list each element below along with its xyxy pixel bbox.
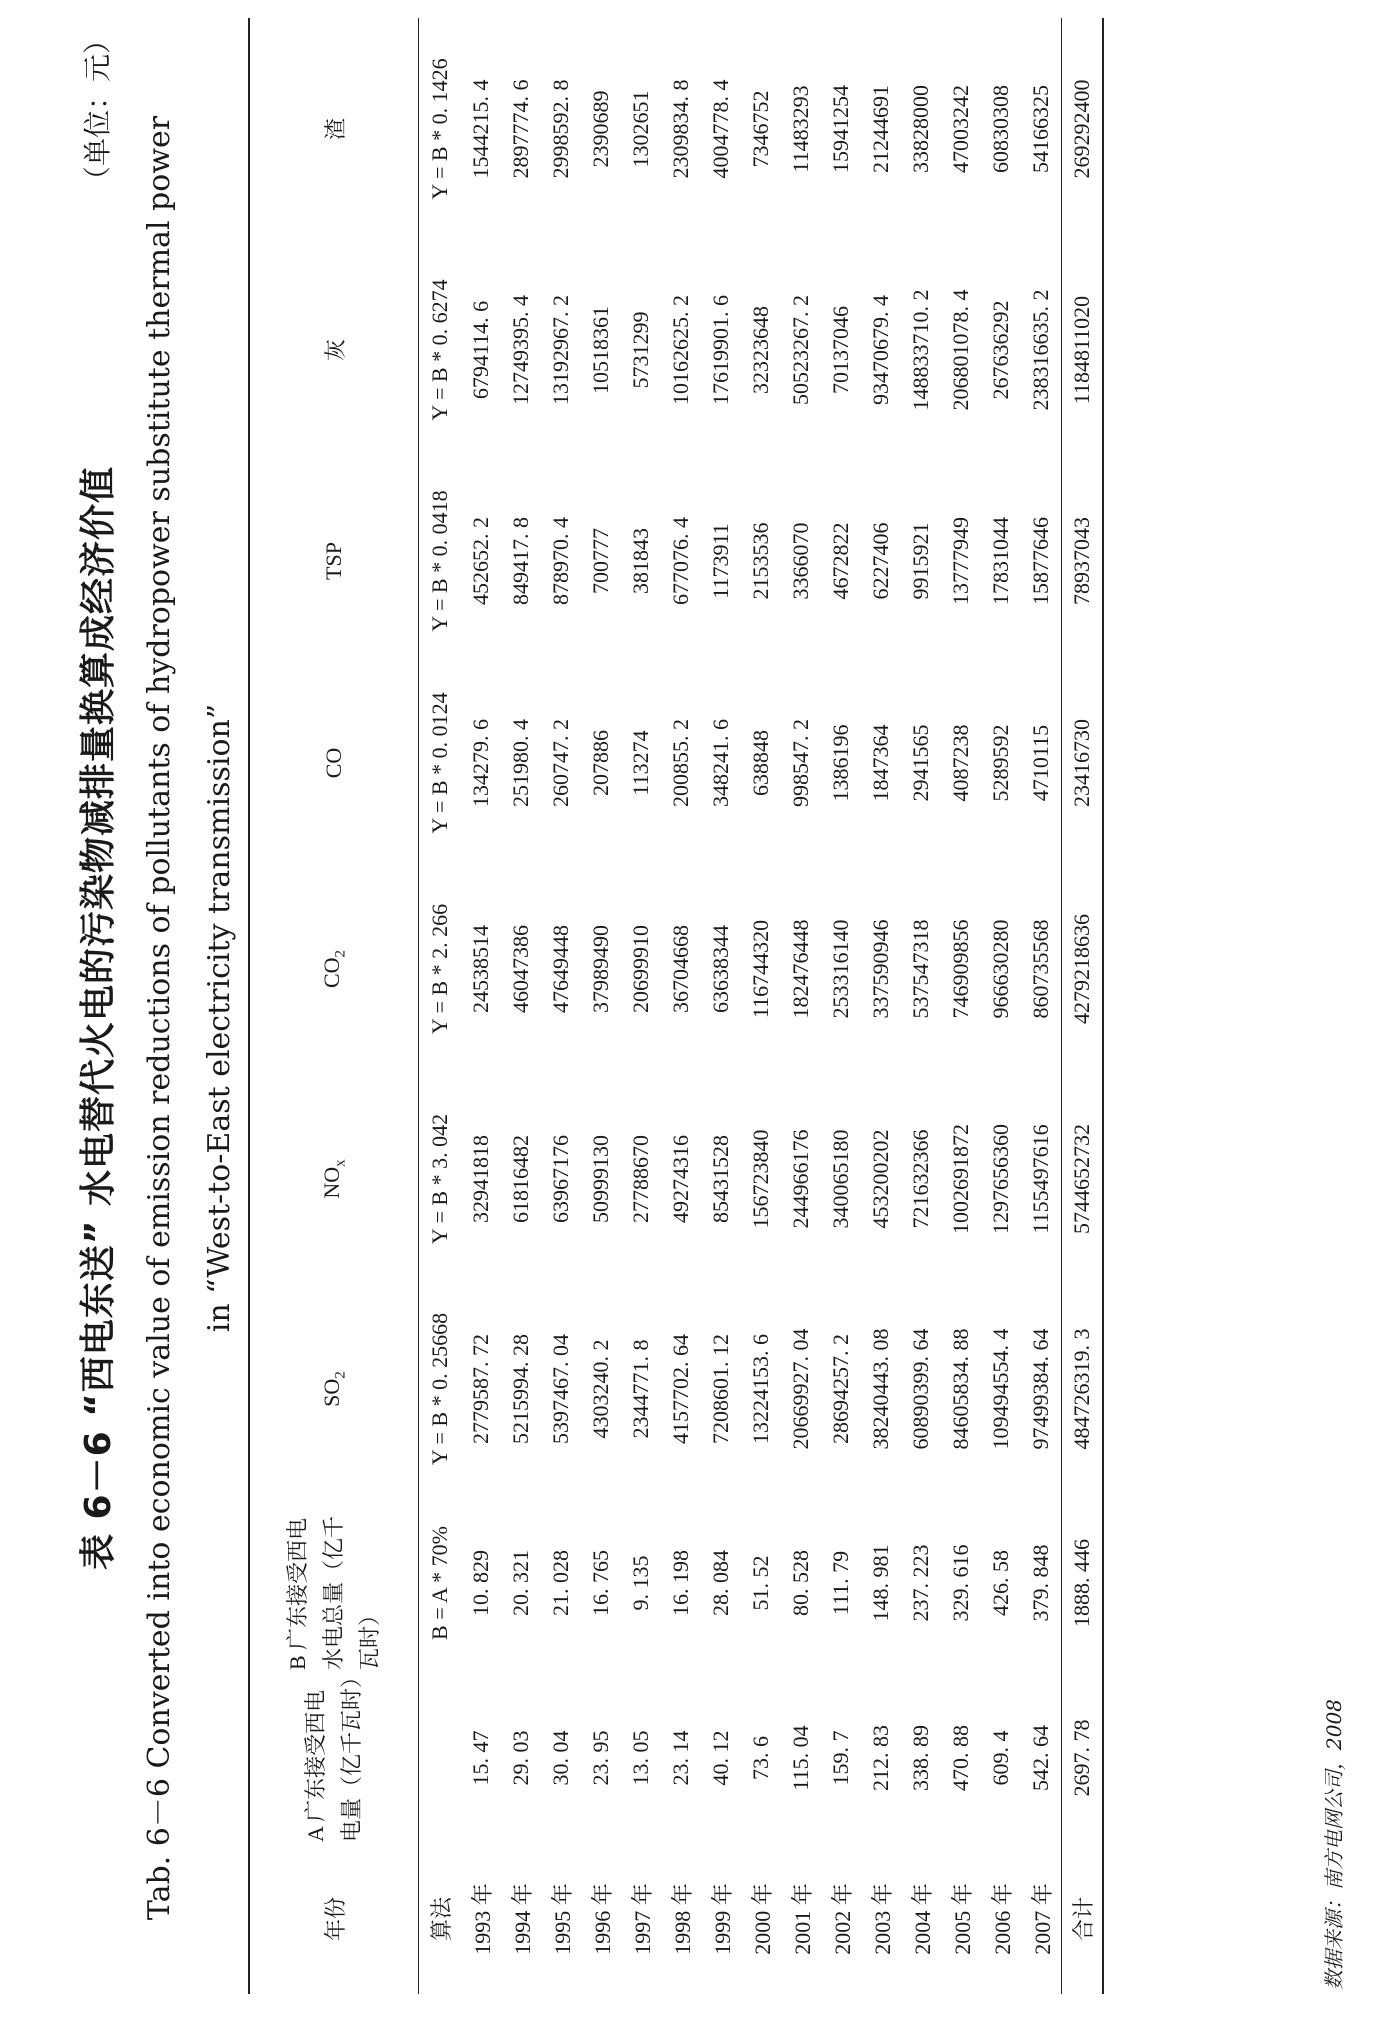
row-year-cell: 2001 年	[789, 1883, 815, 1955]
table-title-chinese: 表 6－6 “西电东送” 水电替代火电的污染物减排量换算成经济价值	[78, 465, 119, 1571]
algorithm-cell: Y = B * 0. 0418	[419, 460, 462, 662]
table-cell: 1297656360	[988, 1124, 1013, 1234]
table-cell: 50999130	[588, 1135, 613, 1223]
table-cell: 329. 616	[948, 1544, 973, 1622]
table-cell: 17831044	[988, 517, 1013, 605]
table-cell: 1386196	[828, 724, 853, 802]
table-cell: 998547. 2	[788, 719, 813, 807]
table-cell: 30. 04	[548, 1730, 573, 1786]
table-cell: 63967176	[548, 1135, 573, 1223]
algorithm-cell: Y = B * 3. 042	[419, 1074, 462, 1284]
total-cell: 484726319. 3	[1062, 1284, 1104, 1494]
table-cell: 23. 95	[588, 1730, 613, 1786]
algorithm-row	[419, 18, 462, 1994]
table-cell: 700777	[588, 528, 613, 594]
total-cell: 2697. 78	[1062, 1672, 1104, 1844]
table-cell: 677076. 4	[668, 517, 693, 605]
table-cell: 13777949	[948, 517, 973, 605]
row-year-cell: 1994 年	[509, 1883, 535, 1955]
algorithm-cell: B = A * 70%	[419, 1494, 462, 1672]
table-row	[501, 18, 541, 1994]
table-cell: 348241. 6	[708, 719, 733, 807]
table-cell: 381843	[628, 528, 653, 594]
table-cell: 721632366	[908, 1129, 933, 1229]
table-cell: 21. 028	[548, 1550, 573, 1616]
table-cell: 542. 64	[1028, 1725, 1053, 1791]
table-cell: 878970. 4	[548, 517, 573, 605]
table-cell: 134279. 6	[468, 719, 493, 807]
header-tsp: TSP	[249, 460, 419, 662]
header-ash: 灰	[249, 240, 419, 460]
table-cell: 46047386	[508, 925, 533, 1013]
total-label-cell: 合计	[1062, 1844, 1104, 1994]
table-cell: 452652. 2	[468, 517, 493, 605]
table-cell: 860735568	[1028, 919, 1053, 1019]
table-cell: 10518361	[588, 306, 613, 394]
table-cell: 426. 58	[988, 1550, 1013, 1616]
table-cell: 32941818	[468, 1135, 493, 1223]
table-cell: 115. 04	[788, 1725, 813, 1791]
table-cell: 27788670	[628, 1135, 653, 1223]
row-year-cell: 1993 年	[469, 1883, 495, 1955]
rotated-page	[2, 2, 1382, 2034]
table-cell: 537547318	[908, 919, 933, 1019]
table-row	[461, 18, 501, 1994]
table-cell: 16. 765	[588, 1550, 613, 1616]
table-cell: 453200202	[868, 1129, 893, 1229]
table-cell: 60890399. 64	[908, 1328, 933, 1450]
table-row	[821, 18, 861, 1994]
total-cell: 23416730	[1062, 662, 1104, 864]
table-row	[581, 18, 621, 1994]
algorithm-cell: Y = B * 0. 6274	[419, 240, 462, 460]
table-cell: 337590946	[868, 919, 893, 1019]
header-nox-text: NO	[318, 1166, 344, 1199]
header-so2-text: SO	[318, 1378, 344, 1407]
table-cell: 1847364	[868, 724, 893, 802]
header-co2-sub: 2	[332, 949, 349, 958]
emission-value-table	[248, 18, 1104, 1994]
table-cell: 36704668	[668, 925, 693, 1013]
table-cell: 253316140	[828, 919, 853, 1019]
table-cell: 61816482	[508, 1135, 533, 1223]
total-cell: 269292400	[1062, 18, 1104, 240]
table-cell: 7346752	[748, 90, 773, 168]
row-year-cell: 1999 年	[709, 1883, 735, 1955]
table-cell: 148. 981	[868, 1544, 893, 1622]
table-cell: 237. 223	[908, 1544, 933, 1622]
header-nox-sub: x	[332, 1159, 349, 1167]
table-cell: 2153536	[748, 522, 773, 600]
table-row	[701, 18, 741, 1994]
table-row	[1021, 18, 1062, 1994]
table-cell: 1155497616	[1028, 1124, 1053, 1234]
table-cell: 93470679. 4	[868, 295, 893, 405]
table-cell: 2897774. 6	[508, 79, 533, 179]
table-cell: 4672822	[828, 522, 853, 600]
table-cell: 40. 12	[708, 1730, 733, 1786]
algorithm-cell	[419, 1672, 462, 1844]
row-year-cell: 1995 年	[549, 1883, 575, 1955]
table-cell: 238316635. 2	[1028, 289, 1053, 411]
table-cell: 37989490	[588, 925, 613, 1013]
row-year-cell: 2003 年	[869, 1883, 895, 1955]
total-cell: 1184811020	[1062, 240, 1104, 460]
row-year-cell: 2004 年	[909, 1883, 935, 1955]
table-row	[981, 18, 1021, 1994]
table-cell: 470. 88	[948, 1725, 973, 1791]
table-cell: 20. 321	[508, 1550, 533, 1616]
table-cell: 5289592	[988, 724, 1013, 802]
table-cell: 63638344	[708, 925, 733, 1013]
table-cell: 200855. 2	[668, 719, 693, 807]
total-cell: 78937043	[1062, 460, 1104, 662]
table-cell: 32323648	[748, 306, 773, 394]
table-cell: 33828000	[908, 85, 933, 173]
table-row	[621, 18, 661, 1994]
header-so2-sub: 2	[332, 1371, 349, 1379]
data-source-note: 数据来源：南方电网公司，2008	[1322, 1699, 1346, 1990]
table-row	[661, 18, 701, 1994]
table-cell: 4004778. 4	[708, 79, 733, 179]
table-cell: 379. 848	[1028, 1544, 1053, 1622]
table-cell: 47003242	[948, 85, 973, 173]
row-year-cell: 1997 年	[629, 1883, 655, 1955]
table-cell: 159. 7	[828, 1730, 853, 1786]
table-cell: 49274316	[668, 1135, 693, 1223]
table-cell: 6227406	[868, 522, 893, 600]
header-year: 年份	[249, 1844, 419, 1994]
table-cell: 15. 47	[468, 1730, 493, 1786]
table-cell: 15877646	[1028, 517, 1053, 605]
table-cell: 12749395. 4	[508, 295, 533, 405]
table-cell: 5215994. 28	[508, 1334, 533, 1444]
table-cell: 267636292	[988, 300, 1013, 400]
header-co: CO	[249, 662, 419, 864]
table-cell: 338. 89	[908, 1725, 933, 1791]
table-cell: 2998592. 8	[548, 79, 573, 179]
header-b: B 广东接受西电水电总量（亿千瓦时）	[249, 1494, 419, 1672]
table-cell: 70137046	[828, 306, 853, 394]
total-row	[1062, 18, 1104, 1994]
table-cell: 156723840	[748, 1129, 773, 1229]
header-slag: 渣	[249, 18, 419, 240]
table-cell: 207886	[588, 730, 613, 796]
table-cell: 20669927. 04	[788, 1328, 813, 1450]
table-cell: 4157702. 64	[668, 1334, 693, 1444]
table-cell: 73. 6	[748, 1736, 773, 1780]
table-cell: 51. 52	[748, 1555, 773, 1611]
row-year-cell: 2002 年	[829, 1883, 855, 1955]
row-year-cell: 2005 年	[949, 1883, 975, 1955]
table-cell: 38240443. 08	[868, 1328, 893, 1450]
row-year-cell: 1998 年	[669, 1883, 695, 1955]
table-cell: 6794114. 6	[468, 300, 493, 400]
table-cell: 23. 14	[668, 1730, 693, 1786]
table-cell: 746909856	[948, 919, 973, 1019]
table-cell: 638848	[748, 730, 773, 796]
total-cell: 4279218636	[1062, 864, 1104, 1074]
table-cell: 1173911	[708, 523, 733, 599]
algorithm-cell: Y = B * 0. 25668	[419, 1284, 462, 1494]
table-cell: 47649448	[548, 925, 573, 1013]
table-cell: 4303240. 2	[588, 1339, 613, 1439]
row-year-cell: 2007 年	[1029, 1883, 1055, 1955]
table-cell: 111. 79	[828, 1550, 853, 1616]
table-cell: 5731299	[628, 311, 653, 389]
table-cell: 113274	[628, 730, 653, 796]
table-cell: 212. 83	[868, 1725, 893, 1791]
table-row	[861, 18, 901, 1994]
table-cell: 10. 829	[468, 1550, 493, 1616]
algorithm-cell: Y = B * 0. 1426	[419, 18, 462, 240]
algorithm-cell: 算法	[419, 1844, 462, 1994]
table-cell: 2390689	[588, 90, 613, 168]
table-row	[941, 18, 981, 1994]
header-co2-text: CO	[318, 957, 344, 989]
table-cell: 80. 528	[788, 1550, 813, 1616]
table-cell: 2779587. 72	[468, 1334, 493, 1444]
table-cell: 20699910	[628, 925, 653, 1013]
table-cell: 85431528	[708, 1135, 733, 1223]
row-year-cell: 2006 年	[989, 1883, 1015, 1955]
table-cell: 4087238	[948, 724, 973, 802]
table-cell: 24538514	[468, 925, 493, 1013]
table-body	[461, 18, 1103, 1994]
table-cell: 29. 03	[508, 1730, 533, 1786]
table-cell: 2344771. 8	[628, 1339, 653, 1439]
table-row	[781, 18, 821, 1994]
header-co2	[249, 864, 419, 1074]
table-cell: 60830308	[988, 85, 1013, 173]
table-cell: 84605834. 88	[948, 1328, 973, 1450]
table-cell: 206801078. 4	[948, 289, 973, 411]
unit-label: （单位：元）	[81, 26, 114, 195]
table-cell: 849417. 8	[508, 517, 533, 605]
table-cell: 2941565	[908, 724, 933, 802]
table-cell: 50523267. 2	[788, 295, 813, 405]
table-cell: 251980. 4	[508, 719, 533, 807]
table-cell: 116744320	[748, 919, 773, 1019]
table-title-english-line1: Tab. 6－6 Converted into economic value of emission reductions of pollutants of hydropower substitute thermal power	[142, 115, 177, 1921]
table-cell: 609. 4	[988, 1730, 1013, 1786]
table-row	[741, 18, 781, 1994]
table-cell: 3366070	[788, 522, 813, 600]
table-cell: 13. 05	[628, 1730, 653, 1786]
table-cell: 17619901. 6	[708, 295, 733, 405]
table-cell: 13224153. 6	[748, 1334, 773, 1444]
header-row	[249, 18, 419, 1994]
table-cell: 9915921	[908, 522, 933, 600]
table-row	[541, 18, 581, 1994]
row-year-cell: 1996 年	[589, 1883, 615, 1955]
table-cell: 109494554. 4	[988, 1328, 1013, 1450]
table-cell: 5397467. 04	[548, 1334, 573, 1444]
table-cell: 260747. 2	[548, 719, 573, 807]
table-cell: 16. 198	[668, 1550, 693, 1616]
table-cell: 2309834. 8	[668, 79, 693, 179]
table-cell: 966630280	[988, 919, 1013, 1019]
table-cell: 21244691	[868, 85, 893, 173]
table-cell: 1302651	[628, 90, 653, 168]
header-so2	[249, 1284, 419, 1494]
table-cell: 28694257. 2	[828, 1334, 853, 1444]
table-cell: 13192967. 2	[548, 295, 573, 405]
algorithm-cell: Y = B * 2. 266	[419, 864, 462, 1074]
total-cell: 1888. 446	[1062, 1494, 1104, 1672]
table-cell: 54166325	[1028, 85, 1053, 173]
table-cell: 10162625. 2	[668, 295, 693, 405]
row-year-cell: 2000 年	[749, 1883, 775, 1955]
table-row	[901, 18, 941, 1994]
table-cell: 28. 084	[708, 1550, 733, 1616]
table-cell: 1002691872	[948, 1124, 973, 1234]
table-cell: 7208601. 12	[708, 1334, 733, 1444]
header-nox	[249, 1074, 419, 1284]
table-cell: 1544215. 4	[468, 79, 493, 179]
table-cell: 148833710. 2	[908, 289, 933, 411]
header-a: A 广东接受西电电量（亿千瓦时）	[249, 1672, 419, 1844]
table-cell: 4710115	[1028, 724, 1053, 802]
table-title-english-line2: in “West-to-East electricity transmission”	[202, 703, 237, 1333]
table-cell: 340065180	[828, 1129, 853, 1229]
table-cell: 244966176	[788, 1129, 813, 1229]
table-cell: 97499384. 64	[1028, 1328, 1053, 1450]
table-cell: 9. 135	[628, 1555, 653, 1611]
table-cell: 11483293	[788, 85, 813, 173]
table-cell: 182476448	[788, 919, 813, 1019]
total-cell: 5744652732	[1062, 1074, 1104, 1284]
algorithm-cell: Y = B * 0. 0124	[419, 662, 462, 864]
table-cell: 15941254	[828, 85, 853, 173]
table-title-english	[130, 112, 250, 1924]
